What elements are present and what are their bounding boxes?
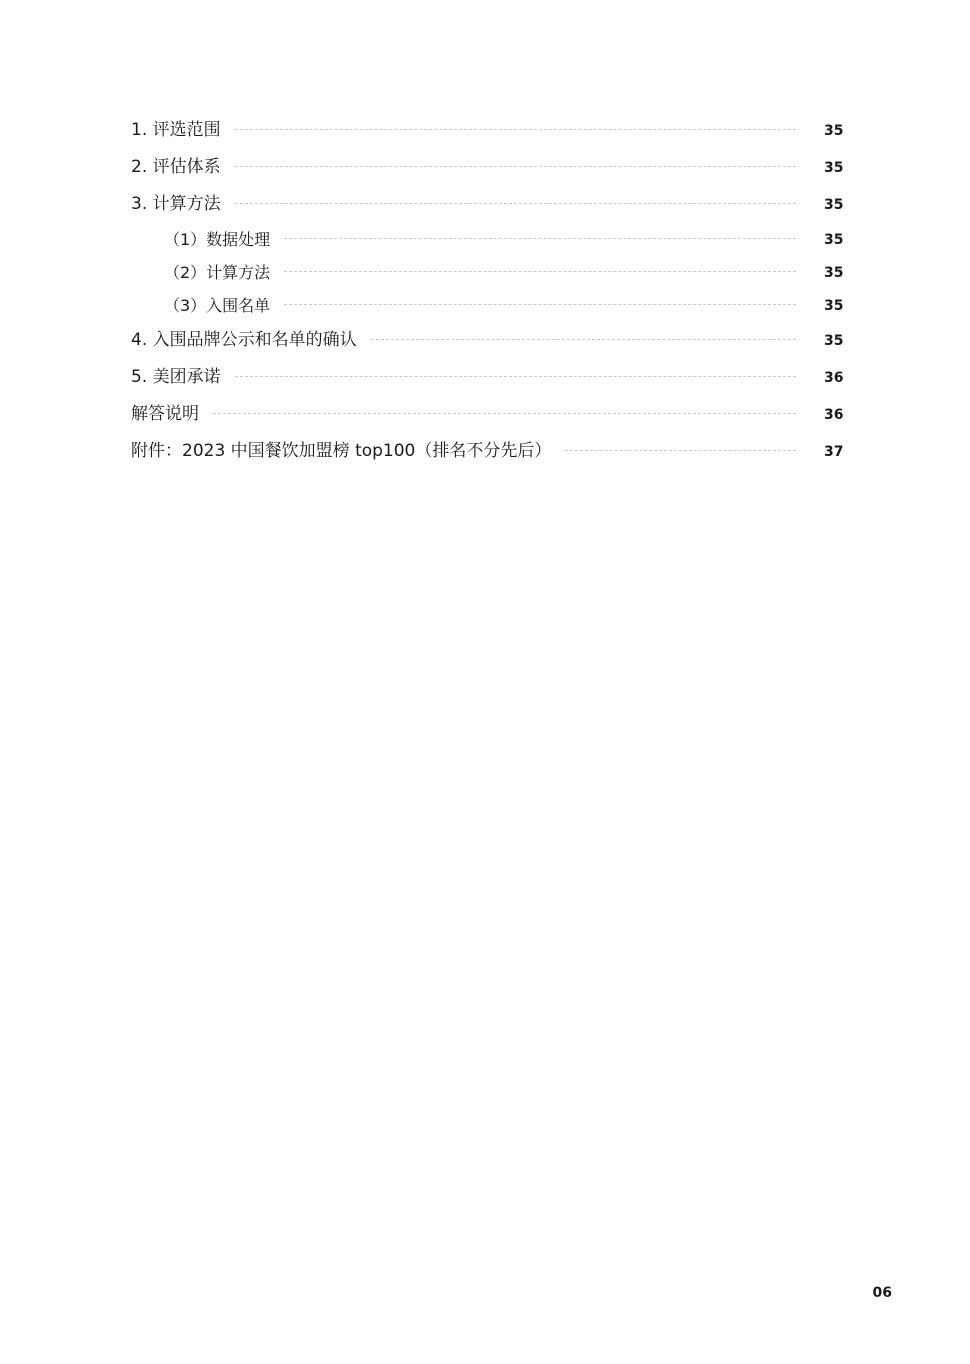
- table-of-contents: [131, 112, 842, 470]
- page-number: 06: [872, 1285, 892, 1301]
- toc-entry-page: 35: [824, 122, 844, 139]
- dotted-leader: [235, 376, 796, 377]
- toc-subentry-page: 35: [824, 264, 844, 281]
- toc-entry-title: 解答说明: [131, 404, 199, 424]
- toc-entry-title: 2. 评估体系: [131, 157, 221, 177]
- toc-subentry[interactable]: [131, 223, 842, 256]
- dotted-leader: [371, 339, 796, 340]
- dotted-leader: [565, 450, 796, 451]
- toc-entry-page: 35: [824, 332, 844, 349]
- toc-entry-title: 3. 计算方法: [131, 194, 221, 214]
- toc-entry-page: 37: [824, 443, 844, 460]
- toc-entry[interactable]: [131, 359, 842, 396]
- toc-entry-title: 1. 评选范围: [131, 120, 221, 140]
- toc-entry[interactable]: [131, 396, 842, 433]
- dotted-leader: [235, 166, 796, 167]
- toc-entry-page: 35: [824, 159, 844, 176]
- dotted-leader: [235, 129, 796, 130]
- toc-subentry-title: （3）入围名单: [164, 295, 271, 315]
- dotted-leader: [284, 238, 796, 239]
- toc-subentry[interactable]: [131, 256, 842, 289]
- toc-subentry[interactable]: [131, 289, 842, 322]
- toc-entry[interactable]: [131, 186, 842, 223]
- toc-subentry-page: 35: [824, 297, 844, 314]
- toc-entry-page: 35: [824, 196, 844, 213]
- toc-subentry-title: （1）数据处理: [164, 229, 271, 249]
- toc-entry-page: 36: [824, 406, 844, 423]
- toc-entry-title: 5. 美团承诺: [131, 367, 221, 387]
- dotted-leader: [284, 271, 796, 272]
- toc-entry-page: 36: [824, 369, 844, 386]
- toc-entry[interactable]: [131, 433, 842, 470]
- toc-entry[interactable]: [131, 112, 842, 149]
- dotted-leader: [213, 413, 796, 414]
- toc-entry[interactable]: [131, 149, 842, 186]
- toc-entry[interactable]: [131, 322, 842, 359]
- dotted-leader: [235, 203, 796, 204]
- dotted-leader: [284, 304, 796, 305]
- toc-subentry-title: （2）计算方法: [164, 262, 271, 282]
- toc-entry-title: 附件：2023 中国餐饮加盟榜 top100（排名不分先后）: [131, 441, 552, 461]
- toc-subentry-page: 35: [824, 231, 844, 248]
- toc-entry-title: 4. 入围品牌公示和名单的确认: [131, 330, 357, 350]
